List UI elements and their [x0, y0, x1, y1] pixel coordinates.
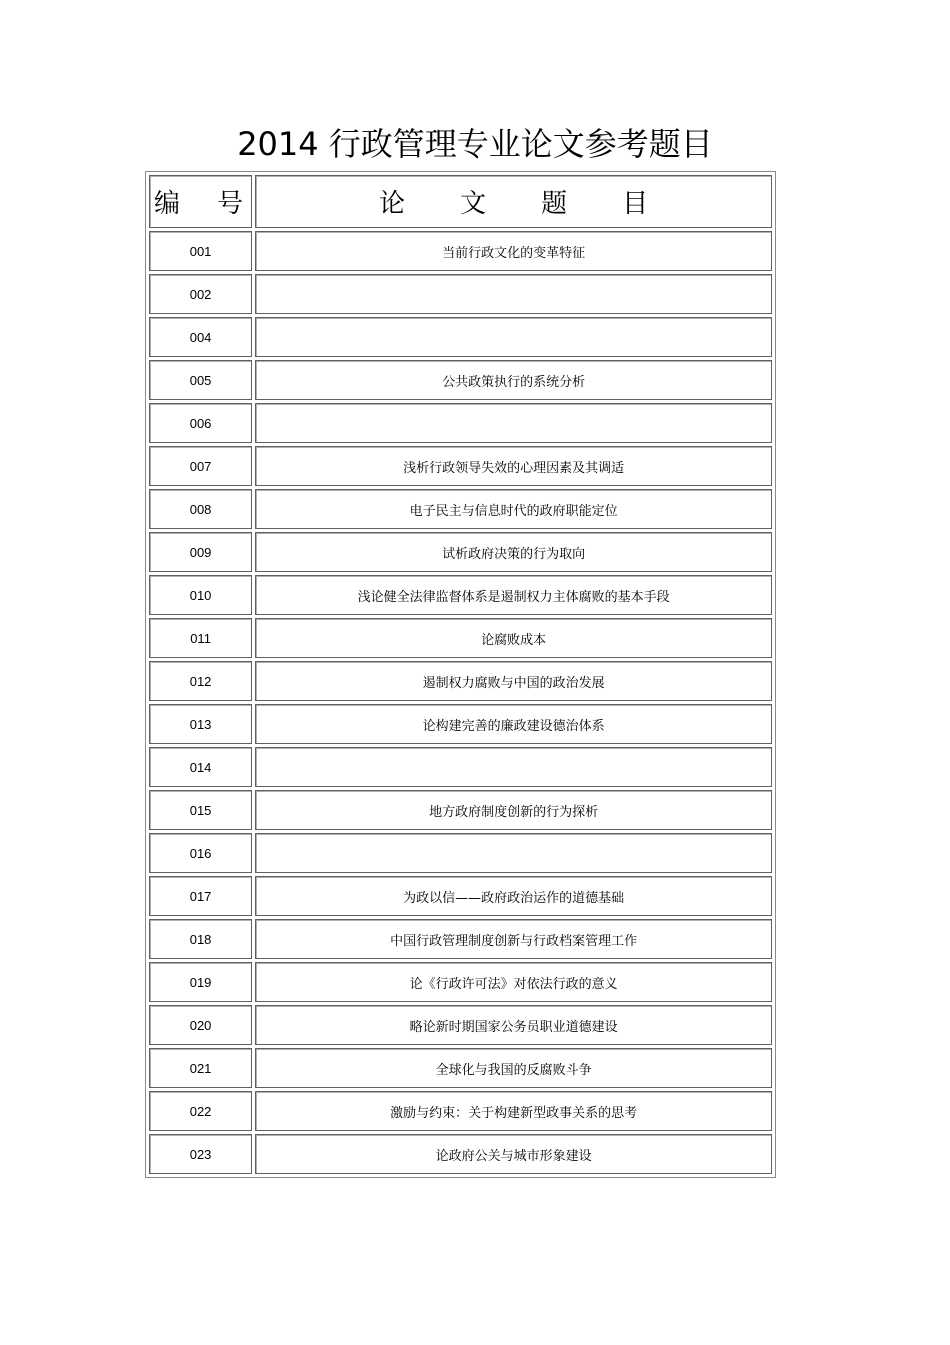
header-number-cell: [149, 175, 252, 228]
table-row: [149, 360, 772, 400]
topic-title-cell: 论政府公关与城市形象建设: [255, 1134, 772, 1174]
topic-title-cell: 全球化与我国的反腐败斗争: [255, 1048, 772, 1088]
topic-title-cell: 为政以信——政府政治运作的道德基础: [255, 876, 772, 916]
topic-number-cell: 019: [149, 962, 252, 1002]
table-row: [149, 489, 772, 529]
document-title: 2014 行政管理专业论文参考题目: [237, 125, 713, 163]
topic-number-cell: 011: [149, 618, 252, 658]
table-row: [149, 446, 772, 486]
table-row: [149, 790, 772, 830]
topic-title-cell: 地方政府制度创新的行为探析: [255, 790, 772, 830]
header-title-cell: [255, 175, 772, 228]
topic-number-cell: 001: [149, 231, 252, 271]
topic-title-cell: 遏制权力腐败与中国的政治发展: [255, 661, 772, 701]
topic-number-cell: 007: [149, 446, 252, 486]
topic-number-cell: 005: [149, 360, 252, 400]
topic-number-cell: 017: [149, 876, 252, 916]
topic-number-cell: 013: [149, 704, 252, 744]
table-row: [149, 403, 772, 443]
topics-table: [145, 171, 776, 1178]
topic-number-cell: 022: [149, 1091, 252, 1131]
header-title-char: 题: [541, 189, 568, 219]
table-row: [149, 962, 772, 1002]
header-title-char: 目: [622, 189, 649, 219]
table-body: [149, 231, 772, 1174]
table-row: [149, 704, 772, 744]
table-row: [149, 618, 772, 658]
topic-number-cell: 021: [149, 1048, 252, 1088]
topic-number-cell: 002: [149, 274, 252, 314]
table-header-row: [149, 175, 772, 228]
table-row: [149, 833, 772, 873]
topic-number-cell: 015: [149, 790, 252, 830]
table-row: [149, 317, 772, 357]
topic-title-cell: [255, 403, 772, 443]
topic-number-cell: 018: [149, 919, 252, 959]
table-row: [149, 1048, 772, 1088]
topic-number-cell: 020: [149, 1005, 252, 1045]
header-title-char: 文: [460, 189, 487, 219]
header-title-char: 论: [379, 189, 406, 219]
topic-title-cell: 论《行政许可法》对依法行政的意义: [255, 962, 772, 1002]
topic-number-cell: 016: [149, 833, 252, 873]
topic-title-cell: [255, 274, 772, 314]
table-row: [149, 1005, 772, 1045]
header-number-char: 号: [217, 189, 244, 219]
topic-title-cell: 激励与约束：关于构建新型政事关系的思考: [255, 1091, 772, 1131]
table-row: [149, 231, 772, 271]
topic-title-cell: 公共政策执行的系统分析: [255, 360, 772, 400]
table-row: [149, 1134, 772, 1174]
topic-number-cell: 004: [149, 317, 252, 357]
topic-title-cell: 略论新时期国家公务员职业道德建设: [255, 1005, 772, 1045]
topic-number-cell: 014: [149, 747, 252, 787]
topic-title-cell: 浅析行政领导失效的心理因素及其调适: [255, 446, 772, 486]
topic-title-cell: [255, 317, 772, 357]
table-row: [149, 919, 772, 959]
table-row: [149, 532, 772, 572]
table-row: [149, 747, 772, 787]
table-row: [149, 661, 772, 701]
topic-title-cell: 论构建完善的廉政建设德治体系: [255, 704, 772, 744]
topic-title-cell: 浅论健全法律监督体系是遏制权力主体腐败的基本手段: [255, 575, 772, 615]
table-row: [149, 575, 772, 615]
topic-number-cell: 006: [149, 403, 252, 443]
topic-title-cell: [255, 833, 772, 873]
table-row: [149, 876, 772, 916]
topic-number-cell: 009: [149, 532, 252, 572]
topic-title-cell: [255, 747, 772, 787]
table-row: [149, 1091, 772, 1131]
topic-title-cell: 中国行政管理制度创新与行政档案管理工作: [255, 919, 772, 959]
topic-number-cell: 010: [149, 575, 252, 615]
topic-title-cell: 电子民主与信息时代的政府职能定位: [255, 489, 772, 529]
topic-number-cell: 008: [149, 489, 252, 529]
topic-number-cell: 012: [149, 661, 252, 701]
header-number-char: 编: [154, 189, 181, 219]
topic-number-cell: 023: [149, 1134, 252, 1174]
topic-title-cell: 论腐败成本: [255, 618, 772, 658]
topic-title-cell: 当前行政文化的变革特征: [255, 231, 772, 271]
topic-title-cell: 试析政府决策的行为取向: [255, 532, 772, 572]
table-row: [149, 274, 772, 314]
